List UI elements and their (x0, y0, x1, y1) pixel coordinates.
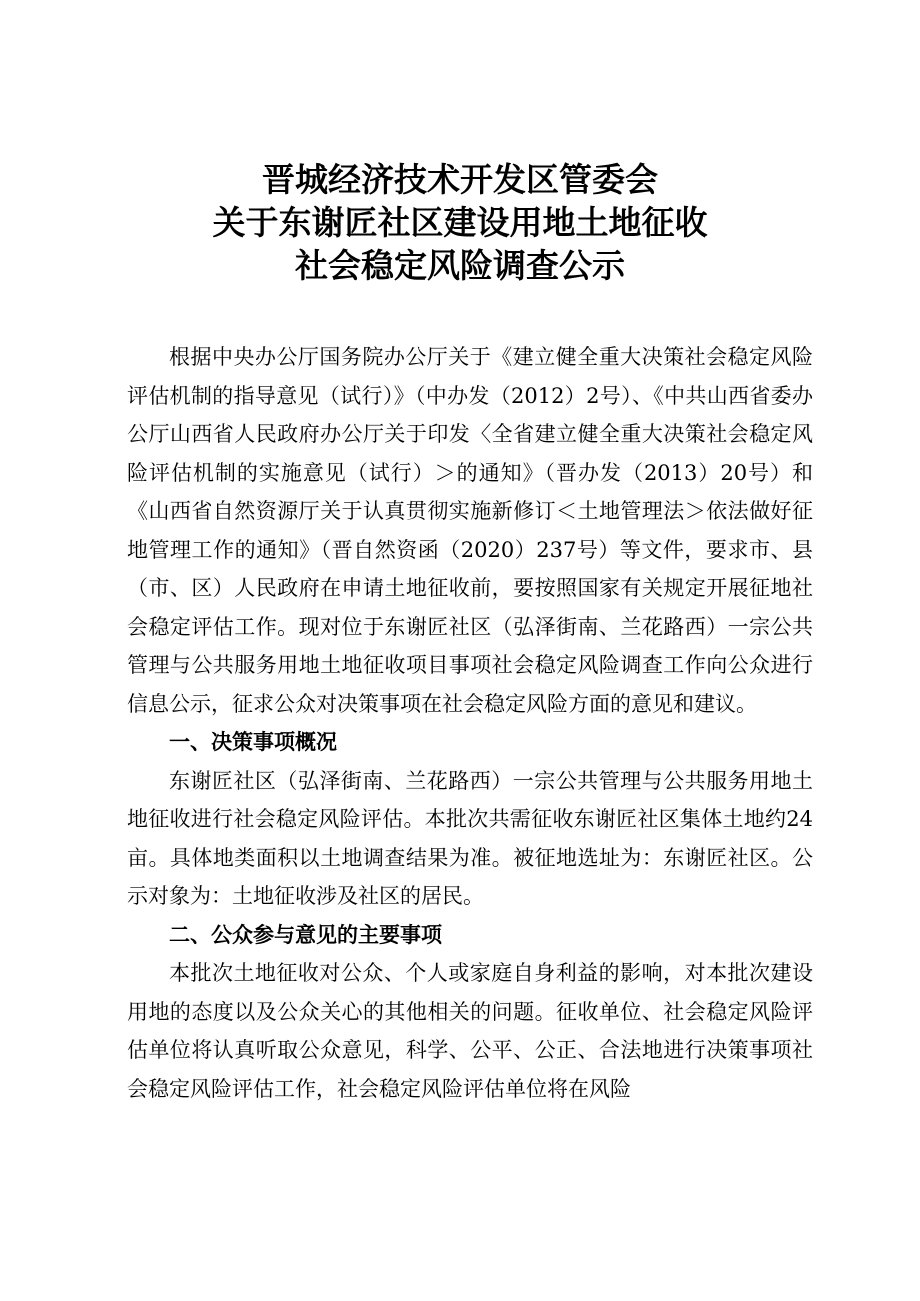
document-body (127, 338, 813, 1108)
title-line-2: 关于东谢匠社区建设用地土地征收 (212, 203, 708, 242)
document-title (100, 158, 820, 287)
section-2-heading: 二、公众参与意见的主要事项 (169, 922, 442, 947)
section-1-paragraph: 东谢匠社区（弘泽街南、兰花路西）一宗公共管理与公共服务用地土地征收进行社会稳定风险评估。本批次共需征收东谢匠社区集体土地约24亩。具体地类面积以土地调查结果为准。被征地选址为：东谢匠社区。公示对象为：土地征收涉及社区的居民。 (127, 768, 813, 908)
title-line-1: 晋城经济技术开发区管委会 (262, 160, 658, 199)
intro-paragraph: 根据中央办公厅国务院办公厅关于《建立健全重大决策社会稳定风险评估机制的指导意见（试行）》（中办发（2012）2号）、《中共山西省委办公厅山西省人民政府办公厅关于印发〈全省建立健全重大决策社会稳定风险评估机制的实施意见（试行）＞的通知》（晋办发（2013）20号）和《山西省自然资源厅关于认真贯彻实施新修订＜土地管理法＞依法做好征地管理工作的通知》（晋自然资函（2020）237号）等文件，要求市、县（市、区）人民政府在申请土地征收前，要按照国家有关规定开展征地社会稳定评估工作。现对位于东谢匠社区（弘泽街南、兰花路西）一宗公共管理与公共服务用地土地征收项目事项社会稳定风险调查工作向公众进行信息公示，征求公众对决策事项在社会稳定风险方面的意见和建议。 (127, 345, 813, 716)
section-1-heading: 一、决策事项概况 (169, 730, 337, 754)
title-line-3: 社会稳定风险调查公示 (295, 246, 625, 285)
section-2-paragraph: 本批次土地征收对公众、个人或家庭自身利益的影响，对本批次建设用地的态度以及公众关心的其他相关的问题。征收单位、社会稳定风险评估单位将认真听取公众意见，科学、公平、公正、合法地进行决策事项社会稳定风险评估工作，社会稳定风险评估单位将在风险 (127, 961, 813, 1101)
